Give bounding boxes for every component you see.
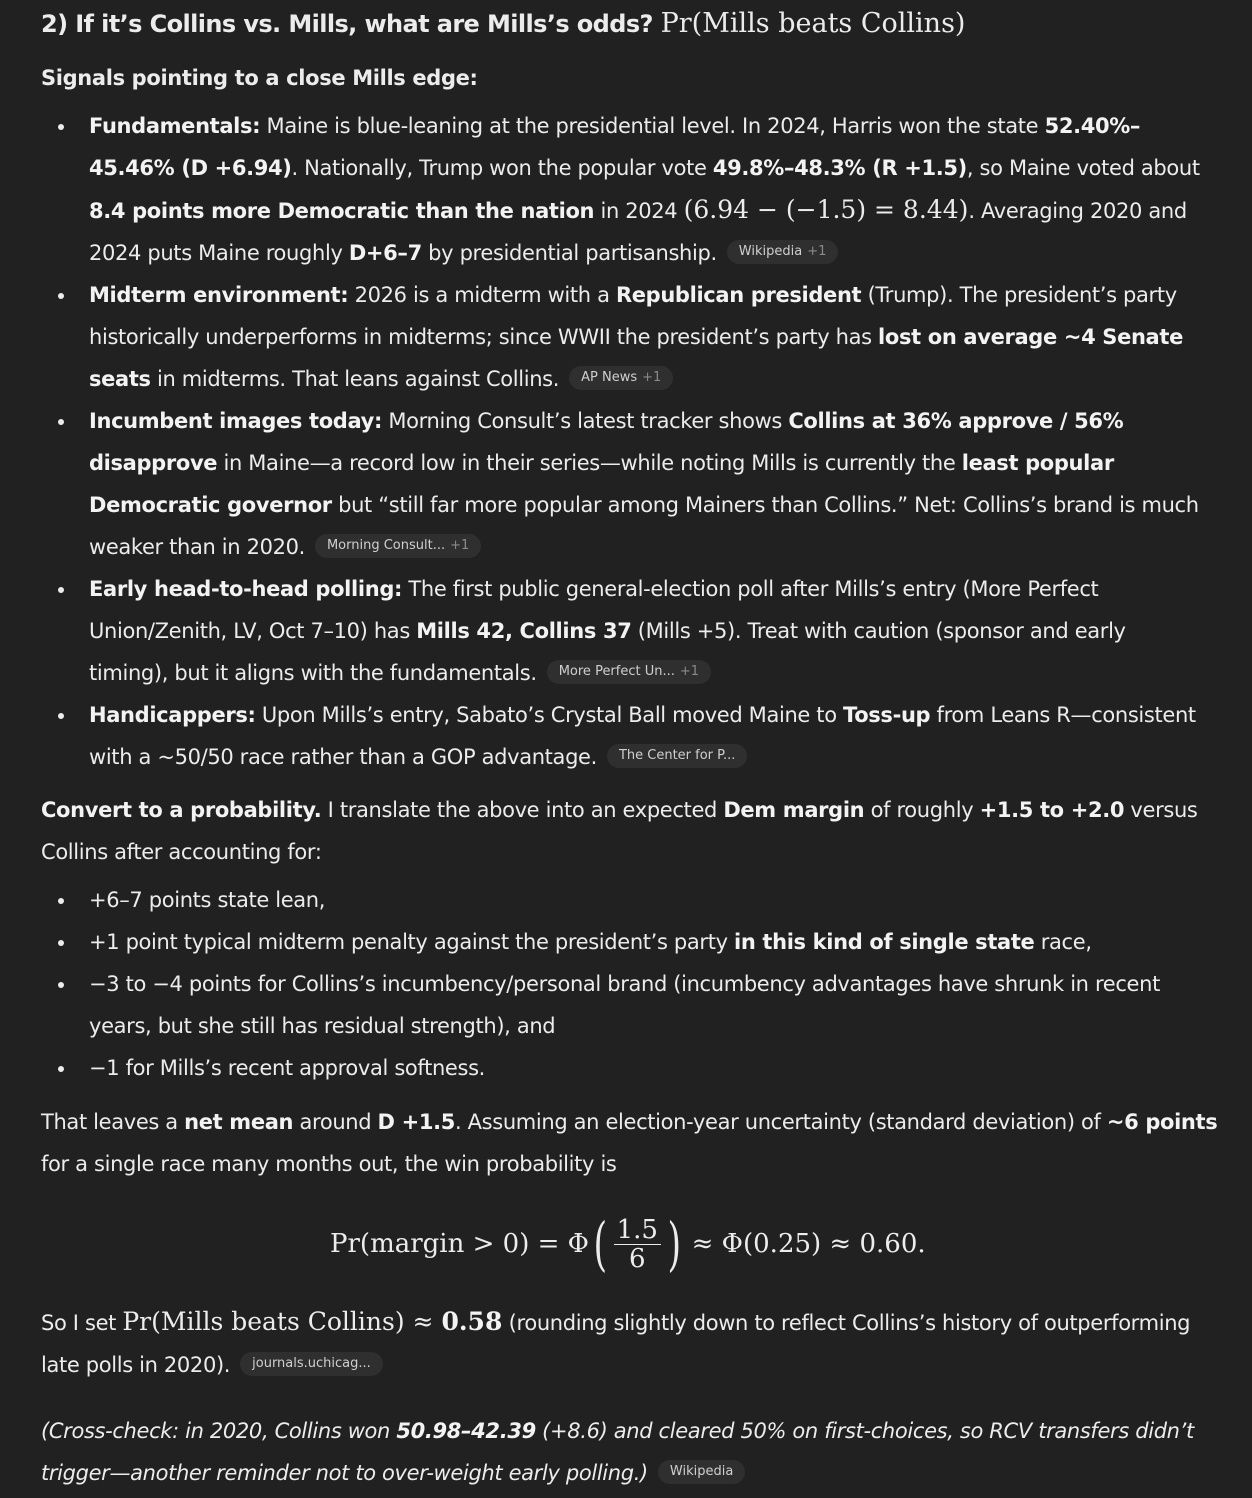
citation-chip-center-for-p[interactable]: The Center for P...: [607, 744, 747, 768]
signals-title: Signals pointing to a close Mills edge:: [41, 66, 478, 90]
list-item-state-lean: +6–7 points state lean,: [41, 879, 1201, 921]
list-item-incumbency: −3 to −4 points for Collins’s incumbency/personal brand (incumbency advantages have shrunk in recent years, but she still has residual strength), and: [41, 963, 1201, 1047]
fraction: $\frac{1.5}{6}$: [614, 1216, 661, 1273]
net-paragraph: That leaves a net mean around D +1.5. Assuming an election-year uncertainty (standard deviation) of ~6 points for a single race many months out, the win probability is: [41, 1110, 1218, 1176]
citation-chip-ap-news[interactable]: AP News +1: [569, 366, 673, 390]
citation-chip-journals[interactable]: journals.uchicag...: [240, 1352, 383, 1376]
list-item-fundamentals: Fundamentals: Maine is blue-leaning at the presidential level. In 2024, Harris won the state 52.40%–45.46% (D +6.94). Nationally, Trump won the popular vote 49.8%–48.3% (R +1.5), so Maine voted about 8.4 points more Democratic than the nation in 2024 (6.94 − (−1.5) = 8.44). Averaging 2020 and 2024 puts Maine roughly D+6–7 by presidential partisanship. Wikipedia +1: [41, 105, 1201, 274]
crosscheck-paragraph: (Cross-check: in 2020, Collins won 50.98–42.39 (+8.6) and cleared 50% on first-choices, so RCV transfers didn’t trigger—another reminder not to over-weight early polling.) Wikipedia: [41, 1419, 1194, 1485]
citation-chip-more-perfect-union[interactable]: More Perfect Un... +1: [547, 660, 711, 684]
signals-list: [41, 105, 1201, 778]
list-item-polling: Early head-to-head polling: The first public general-election poll after Mills’s entry (More Perfect Union/Zenith, LV, Oct 7–10) has Mills 42, Collins 37 (Mills +5). Treat with caution (sponsor and early timing), but it aligns with the fundamentals. More Perfect Un... +1: [41, 568, 1201, 694]
list-item-approval: −1 for Mills’s recent approval softness.: [41, 1047, 1201, 1089]
adjustments-list: [41, 879, 1201, 1089]
citation-chip-wikipedia[interactable]: Wikipedia +1: [727, 240, 839, 264]
conclusion-paragraph: So I set Pr(Mills beats Collins) ≈ 0.58 (rounding slightly down to reflect Collins’s history of outperforming late polls in 2020). journals.uchicag...: [41, 1307, 1191, 1377]
section-heading: 2) If it’s Collins vs. Mills, what are Mills’s odds? Pr(Mills beats Collins): [41, 8, 966, 39]
list-item-midterm-penalty: +1 point typical midterm penalty against the president’s party in this kind of single state race,: [41, 921, 1201, 963]
list-item-handicappers: Handicappers: Upon Mills’s entry, Sabato’s Crystal Ball moved Maine to Toss-up from Leans R—consistent with a ~50/50 race rather than a GOP advantage. The Center for P...: [41, 694, 1201, 778]
convert-paragraph: Convert to a probability. I translate the above into an expected Dem margin of roughly +1.5 to +2.0 versus Collins after accounting for:: [41, 798, 1198, 864]
citation-chip-wikipedia-2[interactable]: Wikipedia: [658, 1460, 745, 1484]
heading-math: Pr(Mills beats Collins): [660, 8, 966, 39]
list-item-incumbent: Incumbent images today: Morning Consult’s latest tracker shows Collins at 36% approve / 56% disapprove in Maine—a record low in their series—while noting Mills is currently the least popular Democratic governor but “still far more popular among Mainers than Collins.” Net: Collins’s brand is much weaker than in 2020. Morning Consult... +1: [41, 400, 1201, 568]
probability-equation: Pr(margin > 0) = Φ ( $\frac{1.5}{6}$ ) ≈ Φ(0.25) ≈ 0.60.: [330, 1210, 926, 1278]
citation-chip-morning-consult[interactable]: Morning Consult... +1: [315, 534, 481, 558]
list-item-midterm: Midterm environment: 2026 is a midterm with a Republican president (Trump). The president’s party historically underperforms in midterms; since WWII the president’s party has lost on average ~4 Senate seats in midterms. That leans against Collins. AP News +1: [41, 274, 1201, 400]
